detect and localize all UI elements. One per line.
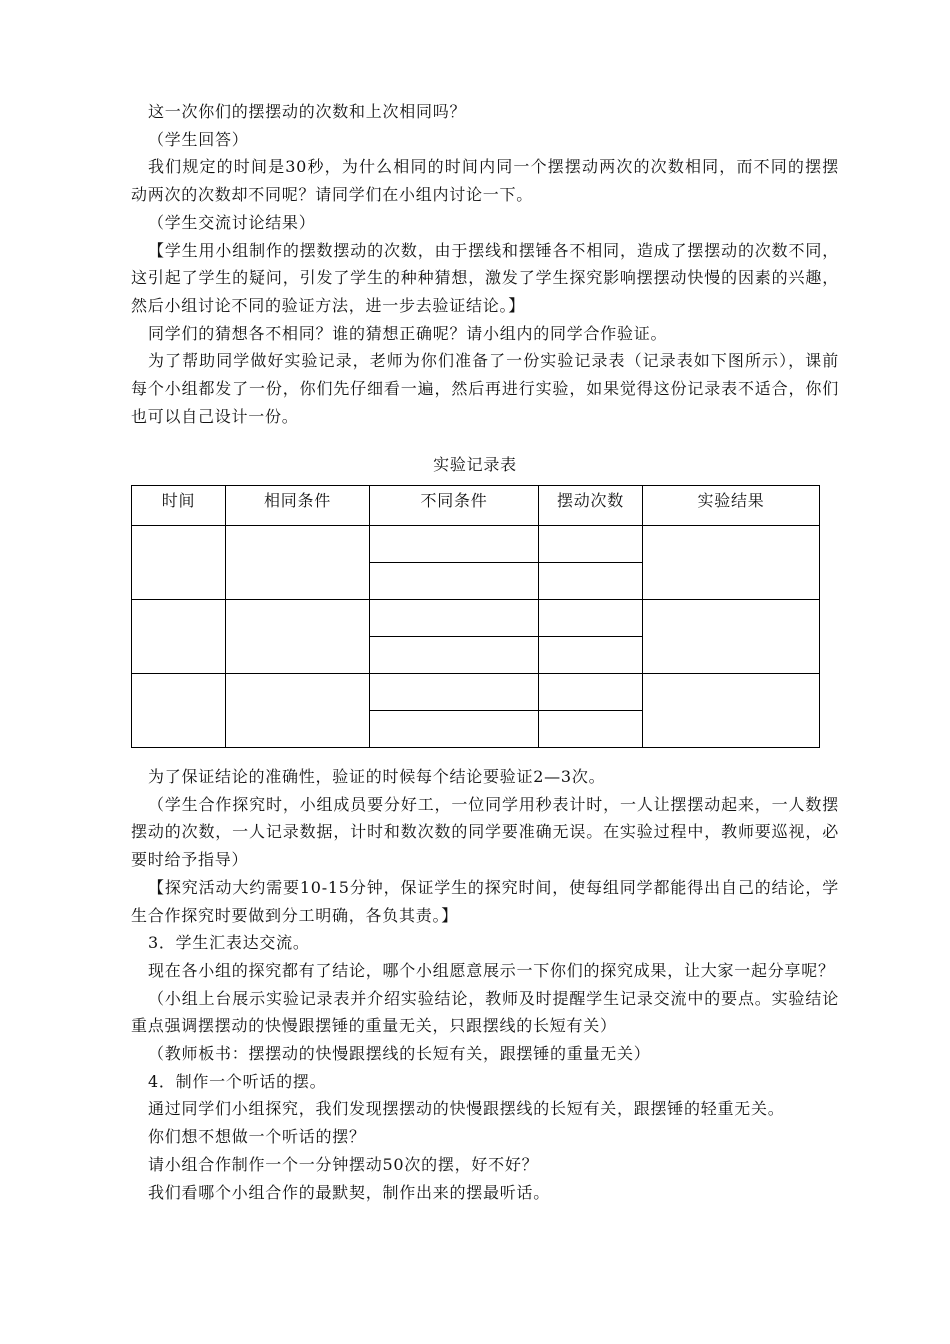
header-result: 实验结果 [643,486,820,526]
paragraph: 这一次你们的摆摆动的次数和上次相同吗？ [148,102,467,121]
paragraph: 请小组合作制作一个一分钟摆动50次的摆，好不好？ [148,1154,539,1174]
cell [370,526,539,563]
section-heading: 4．制作一个听话的摆。 [148,1071,327,1091]
paragraph: （小组上台展示实验记录表并介绍实验结论，教师及时提醒学生记录交流中的要点。实验结论重点强调摆摆动的快慢跟摆锤的重量无关，只跟摆线的长短有关） [131,988,839,1036]
table-header-row [132,486,820,526]
cell [643,526,820,600]
cell [370,600,539,637]
paragraph: 现在各小组的探究都有了结论，哪个小组愿意展示一下你们的探究成果，让大家一起分享呢？ [148,960,835,980]
paragraph: 我们看哪个小组合作的最默契，制作出来的摆最听话。 [148,1182,551,1202]
paragraph: 【探究活动大约需要10-15分钟，保证学生的探究时间，使每组同学都能得出自己的结论，学生合作探究时要做到分工明确，各负其责。】 [131,877,839,925]
cell [132,526,226,600]
cell [539,563,643,600]
header-swing-count: 摆动次数 [539,486,643,526]
header-same-conditions: 相同条件 [226,486,370,526]
paragraph: （学生合作探究时，小组成员要分好工，一位同学用秒表计时，一人让摆摆动起来，一人数摆摆动的次数，一人记录数据，计时和数次数的同学要准确无误。在实验过程中，教师要巡视，必要时给予指导） [131,794,839,870]
paragraph: 【学生用小组制作的摆数摆动的次数，由于摆线和摆锤各不相同，造成了摆摆动的次数不同，这引起了学生的疑问，引发了学生的种种猜想，激发了学生探究影响摆摆动快慢的因素的兴趣，然后小组讨论不同的验证方法，进一步去验证结论。】 [131,240,839,315]
table-row [132,674,820,711]
section-heading: 3．学生汇表达交流。 [148,933,310,953]
cell [539,526,643,563]
experiment-record-table [131,485,820,748]
text-block-top [131,98,839,430]
table-caption: 实验记录表 [433,455,517,474]
cell [370,711,539,748]
table-row [132,600,820,637]
cell [370,637,539,674]
cell [226,600,370,674]
table-row [132,526,820,563]
cell [132,674,226,748]
paragraph: 同学们的猜想各不相同？谁的猜想正确呢？请小组内的同学合作验证。 [148,323,668,343]
cell [539,674,643,711]
paragraph: 为了保证结论的准确性，验证的时候每个结论要验证2—3次。 [148,767,606,786]
cell [226,674,370,748]
cell [370,674,539,711]
header-different-conditions: 不同条件 [370,486,539,526]
cell [226,526,370,600]
paragraph: 为了帮助同学做好实验记录，老师为你们准备了一份实验记录表（记录表如下图所示），课前每个小组都发了一份，你们先仔细看一遍，然后再进行实验，如果觉得这份记录表不适合，你们也可以自己设计一份。 [131,351,839,426]
paragraph: 通过同学们小组探究，我们发现摆摆动的快慢跟摆线的长短有关，跟摆锤的轻重无关。 [148,1099,785,1119]
cell [643,600,820,674]
cell [539,711,643,748]
paragraph: （学生交流讨论结果） [148,212,316,232]
paragraph: 我们规定的时间是30秒，为什么相同的时间内同一个摆摆动两次的次数相同，而不同的摆摆动两次的次数却不同呢？请同学们在小组内讨论一下。 [131,157,839,205]
cell [539,600,643,637]
cell [370,563,539,600]
text-block-bottom [131,763,839,1206]
paragraph: （学生回答） [148,129,249,149]
cell [132,600,226,674]
cell [539,637,643,674]
cell [643,674,820,748]
header-time: 时间 [132,486,226,526]
paragraph: （教师板书：摆摆动的快慢跟摆线的长短有关，跟摆锤的重量无关） [148,1044,651,1064]
paragraph: 你们想不想做一个听话的摆？ [148,1127,366,1147]
